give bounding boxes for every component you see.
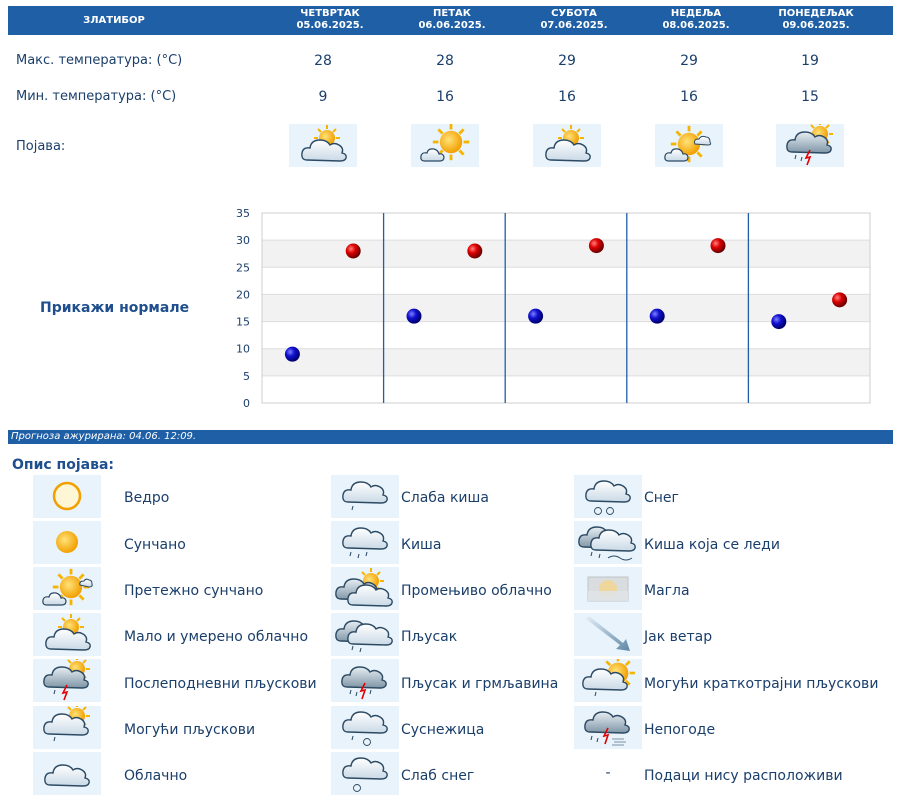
max-temp-value: 29 (680, 53, 698, 69)
min-temp-label: Мин. температура: (°C) (16, 89, 177, 104)
legend-label: Киша која се леди (644, 537, 780, 553)
legend-title: Опис појава: (12, 457, 114, 473)
legend-label: Суснежица (401, 722, 485, 738)
mostly-sunny-icon (33, 567, 101, 610)
possible-showers-icon (33, 706, 101, 749)
legend-label: Послеподневни пљускови (124, 676, 317, 692)
max-temp-point (589, 238, 604, 253)
legend-label: Магла (644, 583, 690, 599)
y-tick-label: 15 (236, 315, 250, 329)
legend-label: Облачно (124, 768, 188, 784)
afternoon-showers-icon (776, 124, 844, 167)
legend-label: Киша (401, 537, 442, 553)
legend-label: Слаба киша (401, 490, 489, 506)
day-header-3: СУБОТА 07.06.2025. (540, 8, 608, 31)
mostly-sunny-icon (411, 124, 479, 167)
snow-icon (574, 475, 642, 518)
y-tick-label: 20 (236, 288, 250, 302)
min-temp-value: 15 (801, 89, 819, 105)
phenomenon-label: Појава: (16, 139, 66, 154)
temperature-chart (225, 205, 875, 410)
severe-weather-icon (574, 706, 642, 749)
day-header-1: ЧЕТВРТАК 05.06.2025. (296, 8, 364, 31)
thunderstorm-icon (331, 659, 399, 702)
legend-label: Снег (644, 490, 679, 506)
max-temp-label: Макс. температура: (°C) (16, 53, 183, 68)
max-temp-value: 29 (558, 53, 576, 69)
day-header-4: НЕДЕЉА 08.06.2025. (662, 8, 730, 31)
min-temp-value: 9 (318, 89, 328, 105)
min-temp-point (650, 309, 665, 324)
max-temp-value: 28 (314, 53, 332, 69)
updated-bar: Прогноза ажурирана: 04.06. 12:09. (8, 430, 893, 444)
cloudy-icon (33, 752, 101, 795)
y-tick-label: 10 (236, 342, 250, 356)
variable-cloudy-icon (331, 567, 399, 610)
max-temp-point (832, 292, 847, 307)
legend-label: Ведро (124, 490, 170, 506)
day-header-2: ПЕТАК 06.06.2025. (418, 8, 486, 31)
y-tick-label: 5 (243, 369, 250, 383)
clear-sun-icon (33, 475, 101, 518)
legend-label: Непогоде (644, 722, 716, 738)
min-temp-point (528, 309, 543, 324)
max-temp-value: 19 (801, 53, 819, 69)
legend-label: Промењиво облачно (401, 583, 552, 599)
freezing-rain-icon (574, 521, 642, 564)
sunny-icon (33, 521, 101, 564)
min-temp-value: 16 (558, 89, 576, 105)
fog-icon (574, 567, 642, 610)
rain-icon (331, 521, 399, 564)
shower-icon (331, 613, 399, 656)
legend-label: Могући краткотрајни пљускови (644, 676, 879, 692)
grid-band (262, 376, 870, 403)
grid-band (262, 267, 870, 294)
max-temp-point (711, 238, 726, 253)
legend-label: Пљусак и грмљавина (401, 676, 559, 692)
strong-wind-icon (574, 613, 642, 656)
min-temp-point (771, 314, 786, 329)
no-data-icon: - (605, 765, 611, 781)
mostly-cloudy-icon (533, 124, 601, 167)
light-rain-icon (331, 475, 399, 518)
min-temp-point (407, 309, 422, 324)
max-temp-point (346, 244, 361, 259)
min-temp-point (285, 347, 300, 362)
legend-label: Јак ветар (644, 629, 713, 645)
light-snow-icon (331, 752, 399, 795)
legend-label: Могући пљускови (124, 722, 256, 738)
legend-label: Мало и умерено облачно (124, 629, 309, 645)
y-tick-label: 0 (243, 397, 250, 410)
legend-label: Претежно сунчано (124, 583, 264, 599)
grid-band (262, 349, 870, 376)
legend-label: Подаци нису расположиви (644, 768, 843, 784)
max-temp-value: 28 (436, 53, 454, 69)
forecast-header (8, 6, 893, 35)
y-tick-label: 35 (236, 207, 250, 220)
sleet-icon (331, 706, 399, 749)
y-tick-label: 25 (236, 261, 250, 275)
show-normals-link[interactable]: Прикажи нормале (40, 300, 190, 316)
min-temp-value: 16 (680, 89, 698, 105)
min-temp-value: 16 (436, 89, 454, 105)
mostly-sunny-icon (655, 124, 723, 167)
legend-label: Слаб снег (401, 768, 475, 784)
brief-showers-icon (574, 659, 642, 702)
partly-cloudy-icon (33, 613, 101, 656)
afternoon-showers-icon (33, 659, 101, 702)
grid-band (262, 213, 870, 240)
day-header-5: ПОНЕДЕЉАК 09.06.2025. (778, 8, 854, 31)
mostly-cloudy-icon (289, 124, 357, 167)
y-tick-label: 30 (236, 234, 250, 248)
location-name: ЗЛАТИБОР (83, 15, 145, 26)
legend-label: Сунчано (124, 537, 186, 553)
legend-label: Пљусак (401, 629, 458, 645)
max-temp-point (467, 244, 482, 259)
